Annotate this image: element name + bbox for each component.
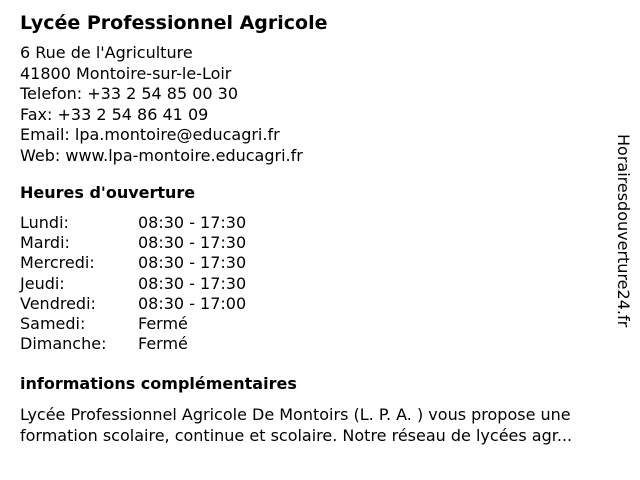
hours-day: Jeudi: bbox=[20, 273, 65, 293]
hours-day: Mardi: bbox=[20, 233, 70, 253]
hours-time: 08:30 - 17:30 bbox=[138, 233, 247, 253]
hours-row-thursday bbox=[20, 274, 320, 294]
address-city: 41800 Montoire-sur-le-Loir bbox=[20, 63, 232, 83]
website-address: Web: www.lpa-montoire.educagri.fr bbox=[20, 145, 303, 165]
hours-time: Fermé bbox=[138, 313, 188, 333]
hours-time: 08:30 - 17:30 bbox=[138, 213, 247, 232]
hours-day: Dimanche: bbox=[20, 334, 107, 354]
hours-row-monday bbox=[20, 213, 320, 233]
fax-number: Fax: +33 2 54 86 41 09 bbox=[20, 104, 209, 124]
phone-number: Telefon: +33 2 54 85 00 30 bbox=[20, 84, 239, 103]
hours-time: 08:30 - 17:30 bbox=[138, 253, 247, 273]
address-street: 6 Rue de l'Agriculture bbox=[20, 43, 193, 62]
additional-info-text bbox=[20, 404, 630, 446]
description-line: formation scolaire, continue et scolaire. Notre réseau de lycées agr... bbox=[20, 426, 573, 445]
hours-day: Mercredi: bbox=[20, 253, 95, 273]
hours-row-tuesday bbox=[20, 233, 320, 253]
hours-time: Fermé bbox=[138, 334, 188, 354]
hours-row-sunday bbox=[20, 334, 320, 354]
hours-row-saturday bbox=[20, 314, 320, 334]
site-watermark: Horairesdouverture24.fr bbox=[614, 134, 633, 328]
opening-hours-table bbox=[20, 213, 320, 354]
additional-info-heading: informations complémentaires bbox=[20, 374, 297, 393]
hours-time: 08:30 - 17:30 bbox=[138, 273, 247, 293]
hours-day: Lundi: bbox=[20, 213, 69, 232]
hours-day: Vendredi: bbox=[20, 293, 96, 313]
hours-day: Samedi: bbox=[20, 313, 86, 333]
contact-block bbox=[20, 43, 303, 166]
hours-row-friday bbox=[20, 294, 320, 314]
opening-hours-heading: Heures d'ouverture bbox=[20, 183, 196, 202]
hours-row-wednesday bbox=[20, 253, 320, 273]
description-line: Lycée Professionnel Agricole De Montoirs (L. P. A. ) vous propose une bbox=[20, 405, 571, 424]
business-name: Lycée Professionnel Agricole bbox=[20, 12, 328, 34]
email-address: Email: lpa.montoire@educagri.fr bbox=[20, 125, 280, 144]
hours-time: 08:30 - 17:00 bbox=[138, 293, 247, 313]
